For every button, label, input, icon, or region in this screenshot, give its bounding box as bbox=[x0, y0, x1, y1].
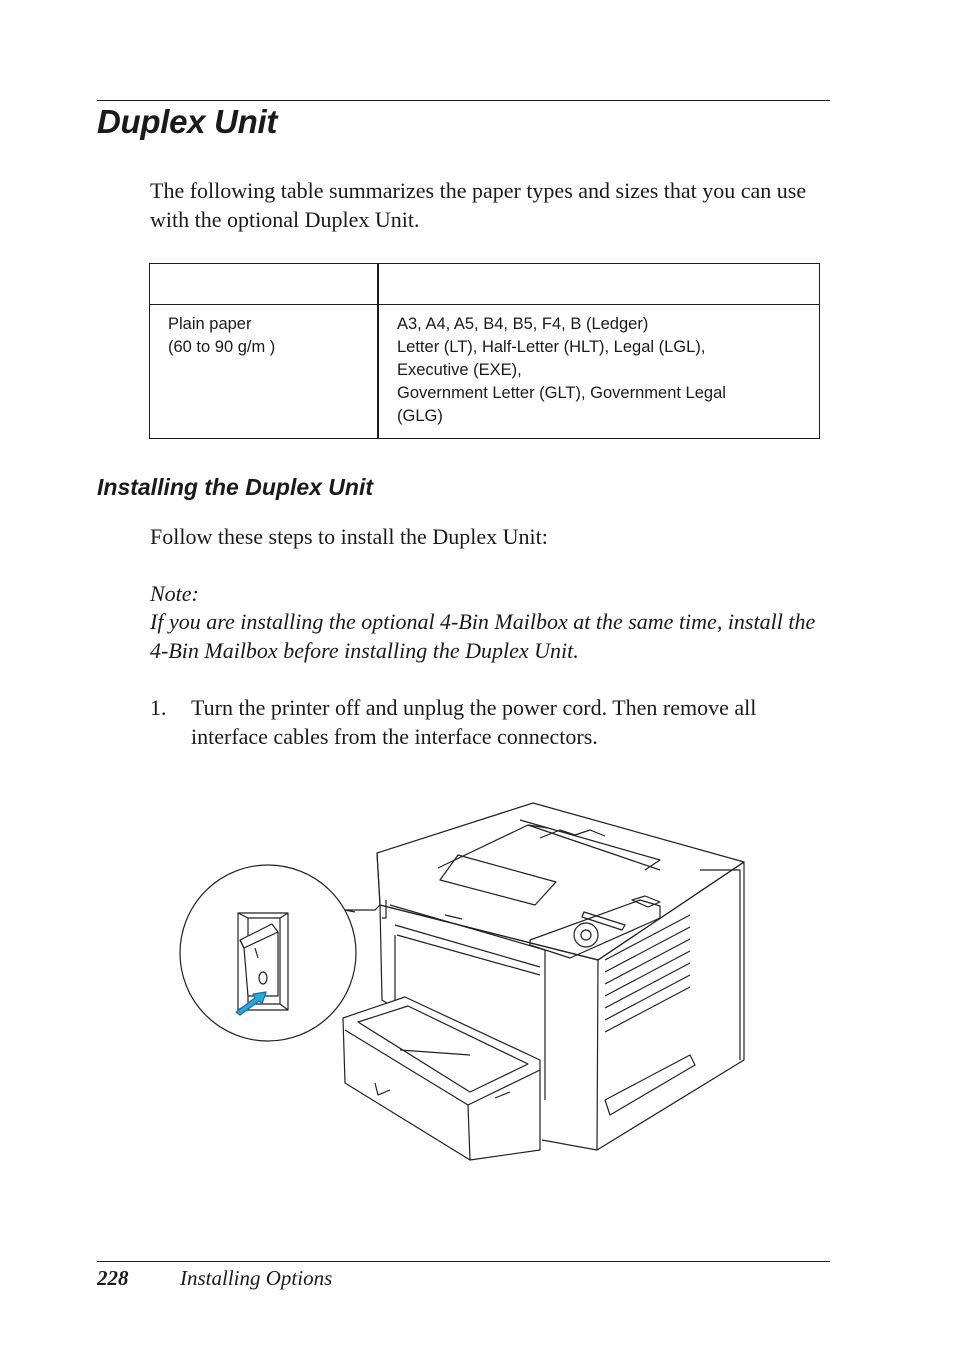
table-row bbox=[150, 305, 820, 439]
step-number: 1. bbox=[150, 695, 167, 720]
paper-tray bbox=[343, 997, 540, 1160]
page-number: 228 bbox=[97, 1266, 129, 1290]
steps-lead: Follow these steps to install the Duplex Unit: bbox=[150, 524, 548, 549]
top-rule bbox=[97, 100, 830, 101]
paper-type-cell bbox=[150, 305, 379, 439]
table-header-paper-type bbox=[150, 264, 379, 305]
subsection-title: Installing the Duplex Unit bbox=[97, 474, 374, 500]
paper-size-line: Government Letter (GLT), Government Legal bbox=[397, 384, 726, 402]
paper-size-line: A3, A4, A5, B4, B5, F4, B (Ledger) bbox=[397, 315, 649, 333]
chapter-title: Installing Options bbox=[180, 1266, 333, 1290]
paper-size-line: (GLG) bbox=[397, 407, 443, 425]
paper-weight-line: (60 to 90 g/m ) bbox=[168, 338, 276, 356]
note-text: If you are installing the optional 4-Bin Mailbox at the same time, install the 4-Bin Mailbox before installing the Duplex Unit. bbox=[150, 609, 816, 663]
paper-size-line: Letter (LT), Half-Letter (HLT), Legal (LGL), bbox=[397, 338, 706, 356]
section-title: Duplex Unit bbox=[97, 103, 278, 140]
table-header-row bbox=[150, 264, 820, 305]
paper-size-cell bbox=[378, 305, 820, 439]
note-label: Note: bbox=[150, 581, 199, 606]
footer-rule bbox=[97, 1261, 830, 1262]
intro-paragraph: The following table summarizes the paper types and sizes that you can use with the optional Duplex Unit. bbox=[150, 178, 807, 232]
paper-type-line: Plain paper bbox=[168, 315, 252, 333]
printer-illustration bbox=[175, 795, 755, 1165]
paper-size-line: Executive (EXE), bbox=[397, 361, 522, 379]
step-text: Turn the printer off and unplug the power cord. Then remove all interface cables from the interface connectors. bbox=[191, 695, 757, 749]
table-header-paper-size bbox=[378, 264, 820, 305]
paper-table bbox=[149, 263, 820, 439]
